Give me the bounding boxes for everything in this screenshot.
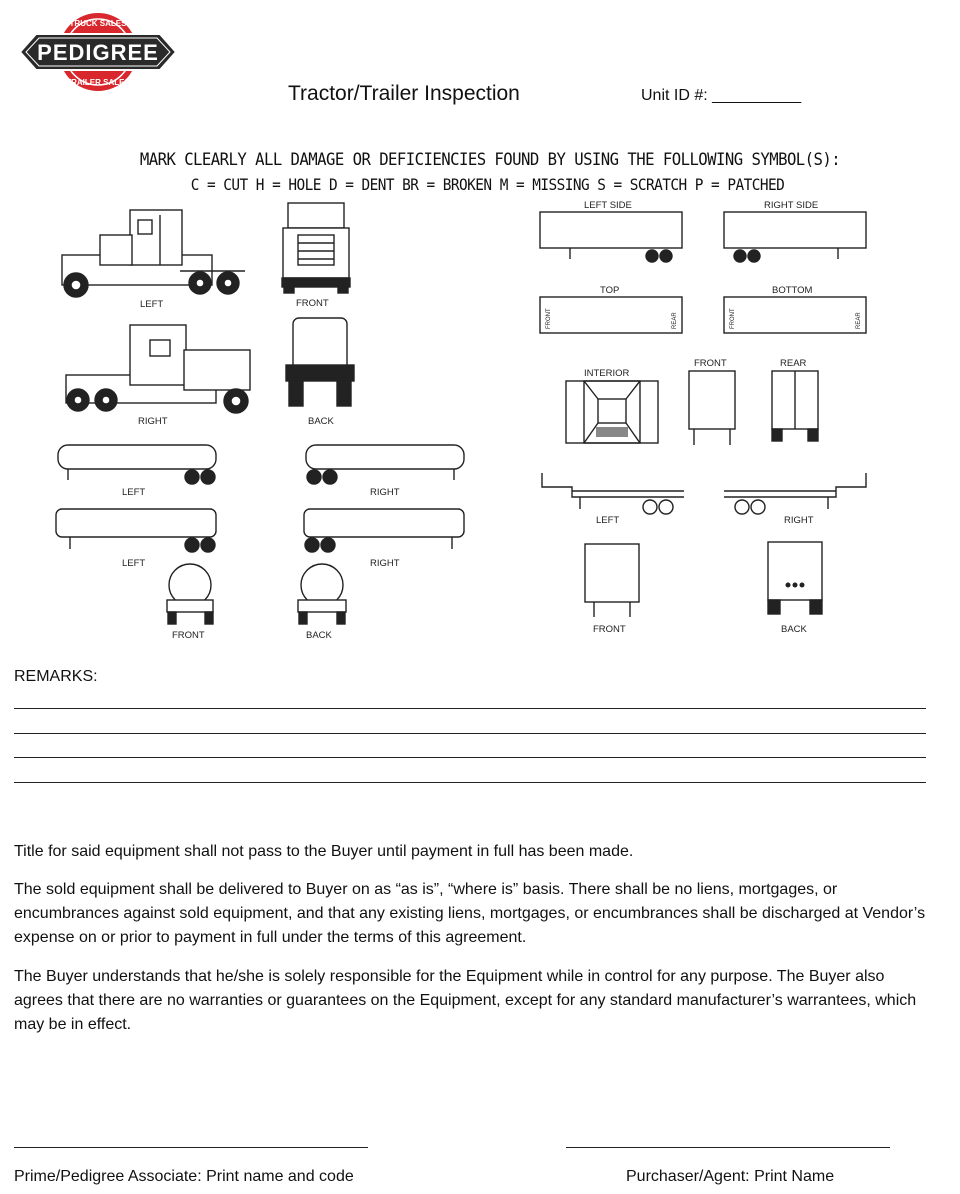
label-tanker-back: BACK bbox=[306, 630, 332, 641]
terms-paragraph-2: The sold equipment shall be delivered to Buyer on as “as is”, “where is” basis. There shall be no liens, mortgages, or encumbrances against sold equipment, and that any existing liens, mortgages, or encumbrances shall be discharged at Vendor’s expense on or prior to payment in full under the terms of this agreement. bbox=[14, 881, 926, 946]
terms-paragraph-3: The Buyer understands that he/she is solely responsible for the Equipment while in control for any purpose. The Buyer also agrees that there are no warranties or guarantees on the Equipment, except for any standard manufacturer’s warrantees, which may be in effect. bbox=[14, 968, 917, 1033]
label-tanker1-left: LEFT bbox=[122, 487, 146, 498]
label-tractor-back: BACK bbox=[308, 416, 334, 427]
inspection-diagrams bbox=[0, 195, 960, 655]
tanker2-right-diagram[interactable] bbox=[304, 509, 464, 569]
label-tanker1-right: RIGHT bbox=[370, 487, 400, 498]
remarks-line-1[interactable] bbox=[14, 708, 926, 709]
associate-signature-label: Prime/Pedigree Associate: Print name and code bbox=[14, 1168, 354, 1185]
van-interior-diagram[interactable] bbox=[566, 368, 658, 443]
label-top-front: FRONT bbox=[546, 308, 552, 329]
page-title: Tractor/Trailer Inspection bbox=[288, 82, 520, 105]
tanker-front-diagram[interactable] bbox=[167, 564, 213, 641]
tanker2-left-diagram[interactable] bbox=[56, 509, 216, 569]
remarks-label: REMARKS: bbox=[14, 668, 98, 685]
van-rear-diagram[interactable] bbox=[772, 358, 818, 441]
label-van-right-side: RIGHT SIDE bbox=[764, 200, 819, 211]
label-tractor-right: RIGHT bbox=[138, 416, 168, 427]
label-top-rear: REAR bbox=[672, 312, 678, 329]
tanker1-left-diagram[interactable] bbox=[58, 445, 216, 498]
van-left-side-diagram[interactable] bbox=[540, 200, 682, 262]
label-van-bottom: BOTTOM bbox=[772, 285, 813, 296]
instructions-heading: MARK CLEARLY ALL DAMAGE OR DEFICIENCIES FOUND BY USING THE FOLLOWING SYMBOL(S): bbox=[139, 150, 841, 170]
logo-wordmark: PEDIGREE bbox=[37, 40, 159, 65]
remarks-line-2[interactable] bbox=[14, 733, 926, 734]
label-bottom-front: FRONT bbox=[730, 308, 736, 329]
label-bottom-rear: REAR bbox=[856, 312, 862, 329]
label-van2-front: FRONT bbox=[593, 624, 626, 635]
van-front-diagram[interactable] bbox=[689, 358, 735, 445]
remarks-line-3[interactable] bbox=[14, 757, 926, 758]
pedigree-logo bbox=[18, 6, 180, 98]
label-tanker2-left: LEFT bbox=[122, 558, 146, 569]
van2-front-diagram[interactable] bbox=[585, 544, 639, 635]
label-tractor-front: FRONT bbox=[296, 298, 329, 309]
label-van-left-side: LEFT SIDE bbox=[584, 200, 632, 211]
unit-id-field[interactable]: Unit ID #: __________ bbox=[641, 87, 802, 104]
tractor-front-diagram[interactable] bbox=[282, 203, 350, 309]
logo-top-text: TRUCK SALES bbox=[69, 19, 127, 28]
label-tanker-front: FRONT bbox=[172, 630, 205, 641]
van-right-side-diagram[interactable] bbox=[724, 200, 866, 262]
tanker-back-diagram[interactable] bbox=[298, 564, 346, 641]
label-van-top: TOP bbox=[600, 285, 620, 296]
logo-bottom-text: TRAILER SALES bbox=[66, 78, 130, 87]
symbol-legend: C = CUT H = HOLE D = DENT BR = BROKEN M = MISSING S = SCRATCH P = PATCHED bbox=[190, 175, 785, 194]
associate-signature-line[interactable] bbox=[14, 1147, 368, 1148]
van-top-diagram[interactable] bbox=[540, 285, 682, 333]
van-bottom-diagram[interactable] bbox=[724, 285, 866, 333]
purchaser-signature-line[interactable] bbox=[566, 1147, 890, 1148]
flatbed-left-diagram[interactable] bbox=[542, 473, 684, 526]
tractor-left-diagram[interactable] bbox=[62, 210, 245, 310]
label-van-interior: INTERIOR bbox=[584, 368, 630, 379]
label-flatbed-left: LEFT bbox=[596, 515, 620, 526]
label-flatbed-right: RIGHT bbox=[784, 515, 814, 526]
tractor-right-diagram[interactable] bbox=[66, 325, 250, 427]
flatbed-right-diagram[interactable] bbox=[724, 473, 866, 526]
label-van-rear: REAR bbox=[780, 358, 807, 369]
tractor-back-diagram[interactable] bbox=[286, 318, 354, 427]
label-van2-back: BACK bbox=[781, 624, 807, 635]
label-tractor-left: LEFT bbox=[140, 299, 164, 310]
purchaser-signature-label: Purchaser/Agent: Print Name bbox=[626, 1168, 835, 1185]
tanker1-right-diagram[interactable] bbox=[306, 445, 464, 498]
van2-back-diagram[interactable] bbox=[768, 542, 822, 635]
remarks-line-4[interactable] bbox=[14, 782, 926, 783]
label-van-front: FRONT bbox=[694, 358, 727, 369]
label-tanker2-right: RIGHT bbox=[370, 558, 400, 569]
terms-paragraph-1: Title for said equipment shall not pass to the Buyer until payment in full has been made. bbox=[14, 843, 634, 860]
